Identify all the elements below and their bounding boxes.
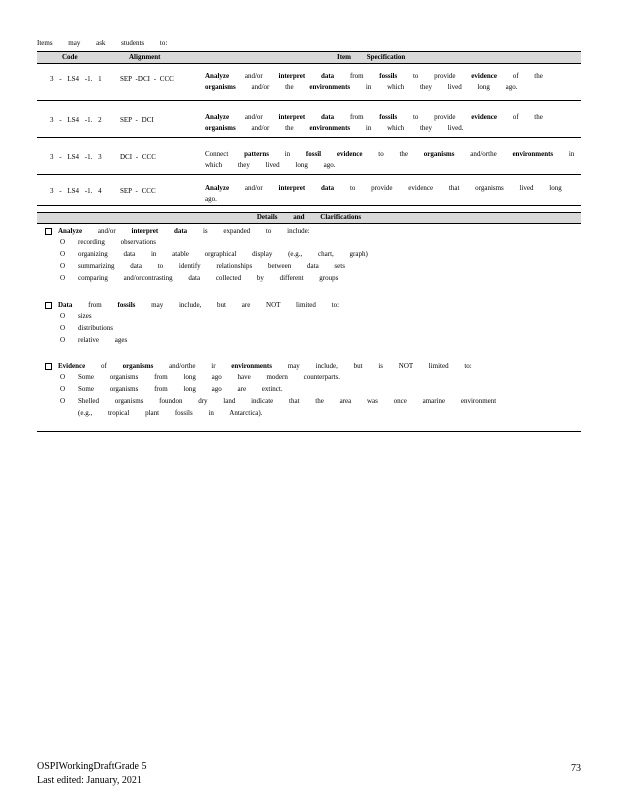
spec-segment: Analyze [205, 113, 230, 121]
spec-segment: to provide [397, 72, 472, 80]
sub-item-text: Shelled organisms foundon dry land indicate that the area was once amarine environment [78, 397, 497, 405]
bullet-segment: may include, but are NOT limited to: [135, 301, 340, 309]
spec-segment: and/or [229, 72, 279, 80]
checkbox-square-icon [45, 228, 52, 235]
spec-segment [305, 184, 321, 192]
spec-segment: in which they lived. [350, 124, 464, 132]
bullet-segment: data [173, 227, 188, 235]
circle-bullet-icon: O [60, 324, 66, 332]
circle-bullet-icon: O [60, 312, 66, 320]
spec-segment: of the [496, 72, 543, 80]
detail-sub-item [60, 274, 338, 282]
detail-sub-item [60, 238, 156, 246]
spec-segment: environments [512, 150, 554, 158]
detail-sub-item [60, 250, 368, 258]
spec-segment: in which they lived long ago. [350, 83, 518, 91]
circle-bullet-icon: O [60, 274, 66, 282]
detail-sub-item [60, 336, 127, 344]
spec-segment: Analyze [205, 72, 230, 80]
spec-segment: fossils [379, 72, 398, 80]
bullet-segment: Evidence [58, 362, 86, 370]
row-specification [205, 112, 577, 134]
detail-sub-item [60, 324, 113, 332]
sub-item-text: Some organisms from long ago are extinct. [78, 385, 283, 393]
spec-segment: in [268, 150, 306, 158]
detail-sub-item [60, 385, 283, 393]
circle-bullet-icon: O [60, 262, 66, 270]
spec-segment: evidence [471, 72, 497, 80]
bullet-segment: and/or [82, 227, 132, 235]
row-code: 3 - LS4 -1. 2 [50, 116, 102, 124]
detail-sub-item [60, 397, 496, 405]
details-header: Details and Clarifications [37, 212, 581, 224]
spec-segment: to provide evidence that organisms lived long ago. [205, 184, 562, 203]
bullet-segment: interpret [131, 227, 159, 235]
sub-item-text: sizes [78, 312, 92, 320]
sub-item-text: organizing data in atable orgraphical display (e.g., chart, graph) [78, 250, 368, 258]
row-specification [205, 71, 577, 93]
spec-segment: of the [496, 113, 543, 121]
row-alignment: DCI - CCC [120, 153, 156, 161]
bullet-segment: Data [58, 301, 73, 309]
detail-bullet [45, 227, 310, 235]
footer-edited: Last edited: January, 2021 [37, 775, 142, 786]
bullet-segment: is expanded to include: [187, 227, 310, 235]
sub-item-text: recording observations [78, 238, 156, 246]
sub-item-text: (e.g., tropical plant fossils in Antarctica). [78, 409, 263, 417]
spec-segment [305, 113, 321, 121]
bullet-segment: from [72, 301, 118, 309]
circle-bullet-icon: O [60, 238, 66, 246]
table-bottom-rule [37, 431, 581, 432]
spec-segment: interpret [278, 72, 306, 80]
checkbox-square-icon [45, 363, 52, 370]
spec-segment: evidence [471, 113, 497, 121]
spec-segment [321, 150, 337, 158]
spec-segment: from [334, 113, 380, 121]
row-specification [205, 183, 577, 205]
spec-segment: organisms [205, 83, 236, 91]
circle-bullet-icon: O [60, 385, 66, 393]
spec-segment: data [320, 184, 335, 192]
spec-segment: organisms [423, 150, 455, 158]
spec-segment: data [320, 113, 335, 121]
page-number: 73 [571, 763, 581, 774]
row-rule [37, 205, 581, 206]
detail-bullet [45, 301, 339, 309]
row-code: 3 - LS4 -1. 1 [50, 75, 102, 83]
spec-segment: to provide [397, 113, 472, 121]
spec-segment: organisms [205, 124, 236, 132]
bullet-segment: Analyze [58, 227, 83, 235]
bullet-segment: fossils [117, 301, 136, 309]
sub-item-text: relative ages [78, 336, 128, 344]
detail-sub-item [60, 262, 345, 270]
row-rule [37, 100, 581, 101]
row-alignment: SEP - CCC [120, 187, 156, 195]
bullet-segment [158, 227, 174, 235]
header-alignment: Alignment [129, 53, 161, 61]
header-spec: Item Specification [337, 53, 406, 61]
spec-segment: and/or the [235, 83, 310, 91]
spec-segment: data [320, 72, 335, 80]
row-code: 3 - LS4 -1. 3 [50, 153, 102, 161]
spec-segment: patterns [244, 150, 269, 158]
detail-sub-item [60, 373, 340, 381]
table-header [37, 51, 581, 64]
row-rule [37, 174, 581, 175]
circle-bullet-icon: O [60, 250, 66, 258]
spec-segment: and/or [229, 184, 279, 192]
header-code: Code [62, 53, 78, 61]
row-rule [37, 137, 581, 138]
bullet-segment: may include, but is NOT limited to: [272, 362, 472, 370]
row-alignment: SEP -DCI - CCC [120, 75, 174, 83]
spec-segment: interpret [278, 184, 306, 192]
spec-segment: in which they lived long ago. [205, 150, 575, 169]
detail-bullet [45, 362, 472, 370]
bullet-segment: environments [231, 362, 272, 370]
checkbox-square-icon [45, 302, 52, 309]
sub-item-text: comparing and/orcontrasting data collected by different groups [78, 274, 339, 282]
spec-segment [305, 72, 321, 80]
circle-bullet-icon: O [60, 397, 66, 405]
spec-segment: interpret [278, 113, 306, 121]
row-alignment: SEP - DCI [120, 116, 154, 124]
spec-segment: and/or the [235, 124, 310, 132]
spec-segment: fossil [305, 150, 322, 158]
bullet-segment: of [85, 362, 123, 370]
circle-bullet-icon: O [60, 373, 66, 381]
spec-segment: fossils [379, 113, 398, 121]
bullet-segment: and/orthe ir [153, 362, 232, 370]
spec-segment: and/orthe [454, 150, 513, 158]
circle-bullet-icon: O [60, 336, 66, 344]
spec-segment: to the [362, 150, 424, 158]
spec-segment: and/or [229, 113, 279, 121]
spec-segment: environments [309, 124, 351, 132]
bullet-segment: organisms [122, 362, 154, 370]
row-code: 3 - LS4 -1. 4 [50, 187, 102, 195]
sub-item-text: summarizing data to identify relationships between data sets [78, 262, 345, 270]
spec-segment: Connect [205, 150, 245, 158]
spec-segment: Analyze [205, 184, 230, 192]
row-specification [205, 149, 577, 171]
intro-text: Items may ask students to: [37, 39, 168, 47]
spec-segment: environments [309, 83, 351, 91]
detail-sub-item [60, 409, 263, 417]
sub-item-text: Some organisms from long ago have modern counterparts. [78, 373, 340, 381]
sub-item-text: distributions [78, 324, 114, 332]
detail-sub-item [60, 312, 92, 320]
spec-segment: evidence [336, 150, 363, 158]
spec-segment: from [334, 72, 380, 80]
footer-draft: OSPIWorkingDraftGrade 5 [37, 761, 147, 772]
